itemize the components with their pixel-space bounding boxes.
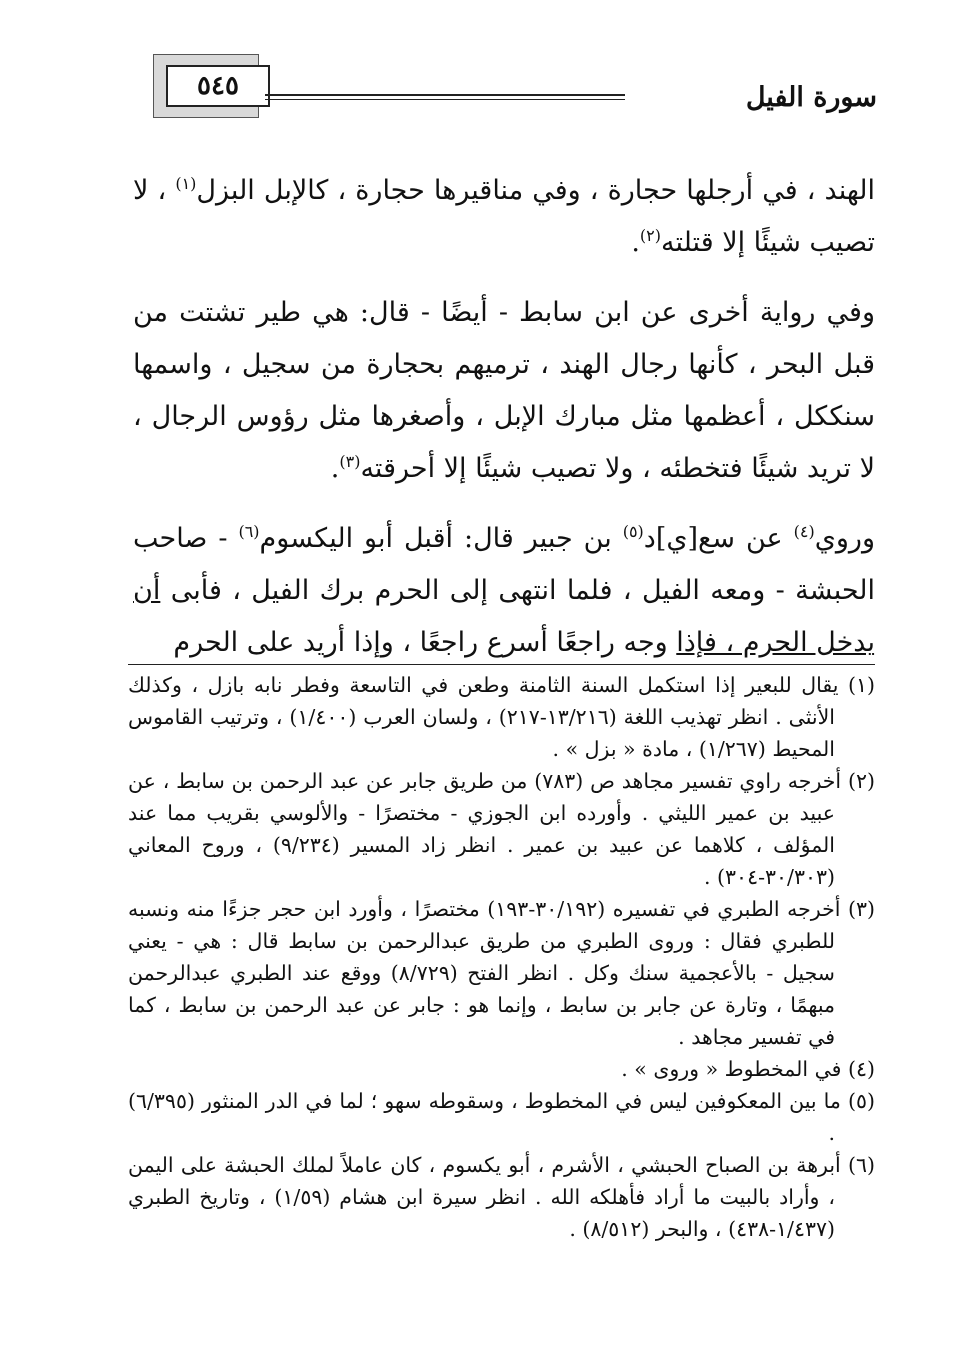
surah-title: سورة الفيل	[745, 82, 877, 113]
header-rule	[265, 94, 625, 96]
underlined-text: أن يدخل الحرم ، فإذا	[133, 575, 875, 658]
paragraph-1	[133, 165, 875, 269]
footnote-1: (١) يقال للبعير إذا استكمل السنة الثامنة وطعن في التاسعة وفطر نابه بازل ، وكذلك الأنثى . انظر تهذيب اللغة (١٣/٢١٦-٢١٧) ، ولسان العرب (١/٤٠٠) ، وترتيب القاموس المحيط (١/٢٦٧) ، مادة « بزل » .	[128, 673, 875, 761]
text: ، لا تصيب شيئًا إلا قتلته	[133, 175, 875, 258]
footnote-ref-6: (٦)	[238, 522, 260, 541]
paragraph-3	[133, 513, 875, 669]
text: عن سع[ي]د	[643, 523, 794, 554]
text: وجه راجعًا أسرع راجعًا ، وإذا أريد على الحرم	[173, 627, 677, 658]
footnote-6: (٦) أبرهة بن الصباح الحبشي ، الأشرم ، أبو يكسوم ، كان عاملاً لملك الحبشة على اليمن ، وأراد بالبيت ما أراد فأهلكه الله . انظر سيرة ابن هشام (١/٥٩) ، وتاريخ الطبري (١/٤٣٧-٤٣٨) ، والبحر (٨/٥١٢) .	[128, 1153, 875, 1241]
text: .	[330, 453, 340, 484]
footnote-3: (٣) أخرجه الطبري في تفسيره (٣٠/١٩٢-١٩٣) مختصرًا ، وأورد ابن حجر جزءًا منه ونسبه للطبري فقال : وروى الطبري من طريق عبدالرحمن بن سابط قال : هي - يعني سجيل - بالأعجمية سنك وكل . انظر الفتح (٨/٧٢٩) ووقع عند الطبري عبدالرحمن مبهمًا ، وتارة عن جابر بن سابط ، وإنما هو : جابر عن عبد الرحمن بن سابط ، كما في تفسير مجاهد .	[128, 897, 875, 1049]
text: - صاحب الحبشة - ومعه الفيل ، فلما انتهى إلى الحرم برك الفيل ، فأبى	[133, 523, 875, 606]
footnote-2: (٢) أخرجه راوي تفسير مجاهد ص (٧٨٣) من طريق جابر عن عبد الرحمن بن سابط ، عن عبيد بن عمير الليثي . وأورده ابن الجوزي - مختصرًا - والألوسي بقريب مما عند المؤلف ، كلاهما عن عبيد بن عمير . انظر زاد المسير (٩/٢٣٤) ، وروح المعاني (٣٠/٣٠٣-٣٠٤) .	[128, 769, 875, 889]
footnotes	[128, 664, 875, 1245]
footnote-ref-1: (١)	[175, 174, 197, 193]
paragraph-2	[133, 287, 875, 495]
footnote-ref-3: (٣)	[339, 452, 361, 471]
text: وفي رواية أخرى عن ابن سابط - أيضًا - قال: هي طير تشتت من قبل البحر ، كأنها رجال الهند ، ترميهم بحجارة من سجيل ، واسمها سنككل ، أعظمها مثل مبارك الإبل ، وأصغرها مثل رؤوس الرجال ، لا تريد شيئًا فتخطئه ، ولا تصيب شيئًا إلا أحرقته	[133, 297, 875, 484]
text: .	[631, 227, 640, 258]
footnote-ref-4: (٤)	[793, 522, 815, 541]
footnote-4: (٤) في المخطوط « وروى » .	[621, 1057, 875, 1081]
main-text	[133, 165, 875, 687]
footnote-5: (٥) ما بين المعكوفين ليس في المخطوط ، وسقوطه سهو ؛ لما في الدر المنثور (٦/٣٩٥) .	[128, 1089, 875, 1145]
text: بن جبير قال: أقبل أبو اليكسوم	[259, 523, 623, 554]
footnote-ref-2: (٢)	[639, 226, 661, 245]
page-header	[145, 50, 877, 120]
header-rule-thin	[265, 99, 625, 100]
text: الهند ، في أرجلها حجارة ، وفي مناقيرها حجارة ، كالإبل البزل	[196, 175, 876, 206]
page-number-frame	[153, 54, 259, 118]
footnote-ref-5: (٥)	[622, 522, 644, 541]
page-number: ٥٤٥	[166, 65, 270, 107]
text: وروي	[814, 523, 875, 554]
